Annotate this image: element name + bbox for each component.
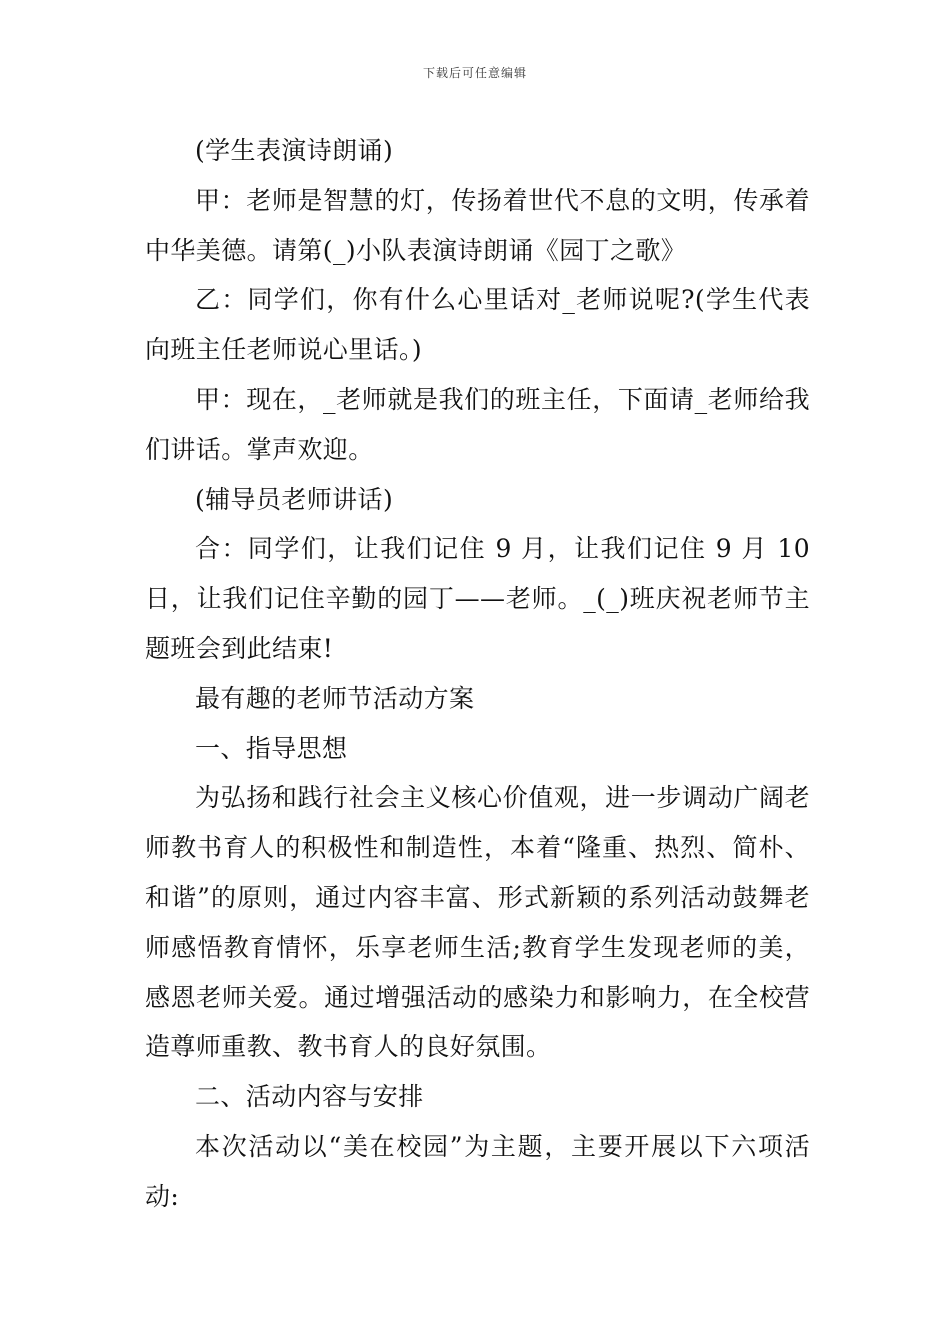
- paragraph-activity-content: 本次活动以“美在校园”为主题，主要开展以下六项活动:: [145, 1131, 810, 1211]
- paragraph-host-jia-welcome: 甲：现在，_老师就是我们的班主任，下面请_老师给我们讲话。掌声欢迎。: [145, 384, 810, 464]
- section-title-activity-plan: 最有趣的老师节活动方案: [195, 683, 475, 713]
- paragraph-host-yi-question: 乙：同学们，你有什么心里话对_老师说呢?(学生代表向班主任老师说心里话。): [145, 285, 810, 365]
- paragraph-host-jia-intro: 甲：老师是智慧的灯，传扬着世代不息的文明，传承着中华美德。请第(_)小队表演诗朗诵《园丁之歌》: [145, 185, 810, 265]
- paragraph-closing-together: 合：同学们，让我们记住 9 月，让我们记住 9 月 10 日，让我们记住辛勤的园丁——老师。_(_)班庆祝老师节主题班会到此结束!: [145, 534, 810, 663]
- page-header-note: 下载后可任意编辑: [422, 66, 527, 80]
- heading-guiding-ideology: 一、指导思想: [195, 733, 348, 763]
- heading-activity-content: 二、活动内容与安排: [195, 1082, 424, 1112]
- document-body: [145, 126, 810, 1222]
- paragraph-counselor-speech: (辅导员老师讲话): [195, 484, 394, 514]
- paragraph-student-poem-performance: (学生表演诗朗诵): [195, 136, 394, 165]
- paragraph-guiding-ideology: 为弘扬和践行社会主义核心价值观，进一步调动广阔老师教书育人的积极性和制造性，本着“隆重、热烈、简朴、和谐”的原则，通过内容丰富、形式新颖的系列活动鼓舞老师感悟教育情怀，乐享老师生活;教育学生发现老师的美，感恩老师关爱。通过增强活动的感染力和影响力，在全校营造尊师重教、教书育人的良好氛围。: [145, 783, 810, 1062]
